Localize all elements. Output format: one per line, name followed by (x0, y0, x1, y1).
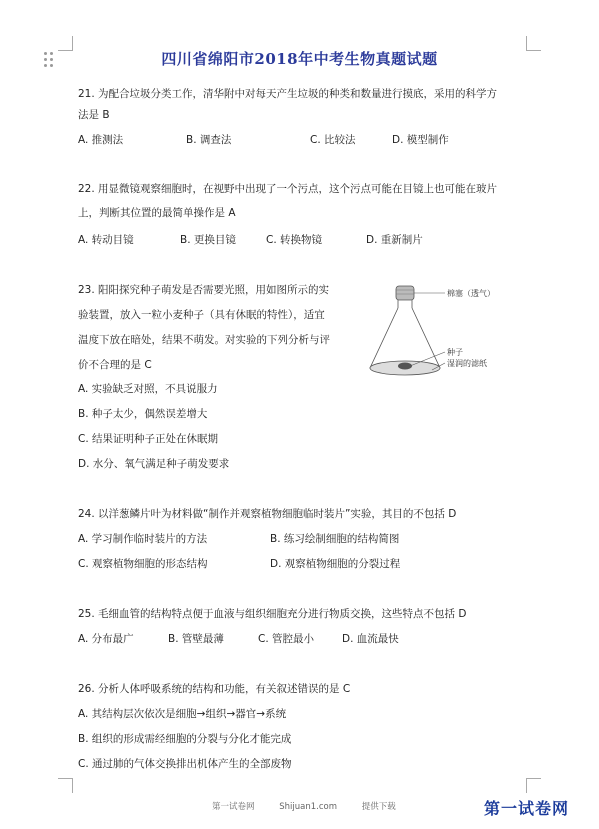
q25-option-b: B. 管壁最薄 (168, 633, 224, 645)
q21-option-d: D. 模型制作 (392, 134, 449, 146)
q21-stem-line2: 法是 B (78, 109, 110, 121)
q25-stem-line1: 25. 毛细血管的结构特点便于血液与组织细胞充分进行物质交换，这些特点不包括 D (78, 608, 467, 620)
q23-option-c: C. 结果证明种子正处在休眠期 (78, 433, 219, 445)
q26-option-c: C. 通过肺的气体交换排出机体产生的全部废物 (78, 758, 292, 770)
label-seed: 种子 (447, 348, 463, 357)
q22-option-a: A. 转动目镜 (78, 234, 134, 246)
q25-option-c: C. 管腔最小 (258, 633, 315, 645)
seed-germination-apparatus (360, 280, 510, 385)
q22-option-c: C. 转换物镜 (266, 234, 323, 246)
q23-stem-line3: 温度下放在暗处，结果不萌发。对实验的下列分析与评 (78, 334, 330, 346)
q24-option-d: D. 观察植物细胞的分裂过程 (270, 558, 401, 570)
q24-option-b: B. 练习绘制细胞的结构简图 (270, 533, 400, 545)
q21-option-a: A. 推测法 (78, 134, 124, 146)
seed (398, 363, 412, 370)
brand-watermark: 第一试卷网 (484, 799, 570, 818)
q26-option-b: B. 组织的形成需经细胞的分裂与分化才能完成 (78, 733, 292, 745)
q21-option-b: B. 调查法 (186, 134, 232, 146)
q23-option-b: B. 种子太少，偶然误差增大 (78, 408, 208, 420)
experiment-figure (360, 280, 510, 385)
q23-stem-line1: 23. 阳阳探究种子萌发是否需要光照，用如图所示的实 (78, 284, 330, 296)
q23-option-d: D. 水分、氧气满足种子萌发要求 (78, 458, 230, 470)
q22-stem-line2: 上，判断其位置的最简单操作是 A (78, 207, 236, 219)
q23-option-a: A. 实验缺乏对照，不具说服力 (78, 383, 218, 395)
q26-stem-line1: 26. 分析人体呼吸系统的结构和功能，有关叙述错误的是 C (78, 683, 351, 695)
q22-option-d: D. 重新制片 (366, 234, 423, 246)
q23-stem-line2: 验装置，放入一粒小麦种子（具有休眠的特性），适宜 (78, 309, 325, 321)
page-corner-mark (526, 778, 541, 793)
footer-site-name: 第一试卷网 (212, 802, 255, 812)
q24-option-a: A. 学习制作临时装片的方法 (78, 533, 208, 545)
flask (370, 308, 440, 368)
q25-option-a: A. 分布最广 (78, 633, 134, 645)
page-corner-mark (58, 778, 73, 793)
cotton-plug (396, 286, 414, 300)
q25-option-d: D. 血流最快 (342, 633, 399, 645)
document-title: 四川省绵阳市2018年中考生物真题试题 (161, 50, 438, 68)
q24-stem-line1: 24. 以洋葱鳞片叶为材料做“制作并观察植物细胞临时装片”实验，其目的不包括 D (78, 508, 457, 520)
q22-option-b: B. 更换目镜 (180, 234, 236, 246)
page-footer (212, 800, 418, 812)
label-filter-paper: 湿润的滤纸 (447, 359, 487, 368)
q23-stem-line4: 价不合理的是 C (78, 359, 152, 371)
q24-option-c: C. 观察植物细胞的形态结构 (78, 558, 208, 570)
q21-option-c: C. 比较法 (310, 134, 356, 146)
q21-stem-line1: 21. 为配合垃圾分类工作，清华附中对每天产生垃圾的种类和数量进行摸底，采用的科学方 (78, 88, 498, 100)
q22-stem-line1: 22. 用显微镜观察细胞时，在视野中出现了一个污点，这个污点可能在目镜上也可能在玻片 (78, 183, 498, 195)
label-cotton: 棉塞（透气） (447, 289, 495, 298)
q26-option-a: A. 其结构层次依次是细胞→组织→器官→系统 (78, 708, 287, 720)
footer-download: 提供下载 (361, 802, 396, 812)
footer-site-url: Shijuan1.com (279, 802, 337, 812)
